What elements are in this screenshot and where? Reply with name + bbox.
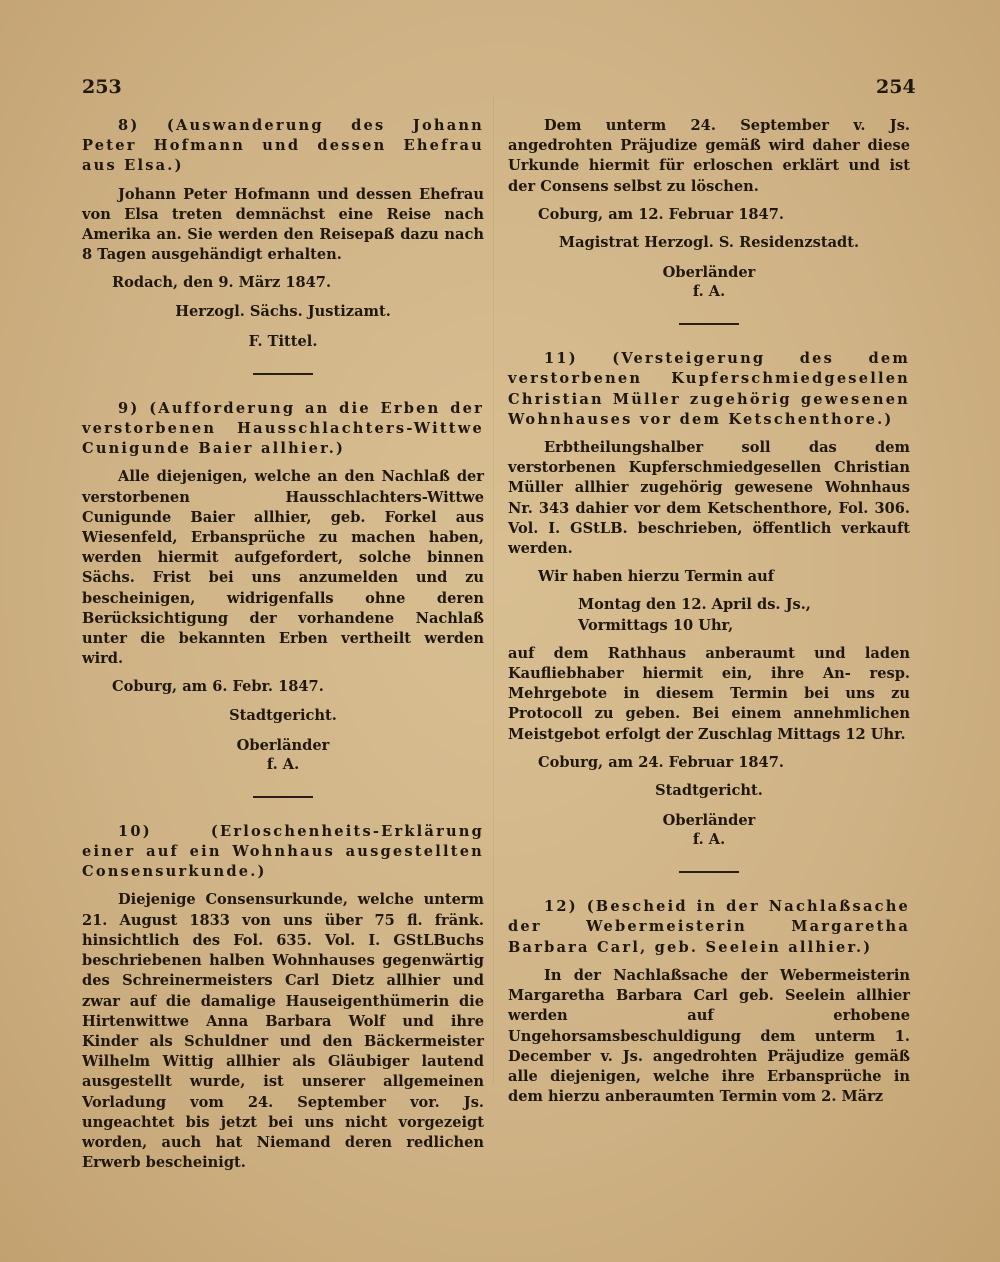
section-11-heading: 11) (Versteigerung des dem verstorbenen Kupferschmiedgesellen Christian Müller zugehörig gewesenen Wohnhauses vor dem Ketschenthore.) — [508, 350, 910, 428]
section-11-body-continued: auf dem Rathhaus anberaumt und laden Kaufliebhaber hiermit ein, ihre An- resp. Mehrgebote in diesem Termin bei uns zu Protocoll zu geben. Bei einem annehmlichen Meistgebot erfolgt der Zuschlag Mittags 12 Uhr. — [508, 644, 910, 743]
page-number-left: 253 — [82, 76, 122, 98]
right-column — [508, 116, 910, 1115]
column-gutter — [493, 95, 494, 1085]
section-11-place-date: Coburg, am 24. Februar 1847. — [538, 753, 784, 771]
section-9-signature-suffix: f. A. — [266, 755, 300, 773]
section-10-place-date: Coburg, am 12. Februar 1847. — [538, 205, 784, 223]
section-9-heading: 9) (Aufforderung an die Erben der verstorbenen Hausschlachters-Wittwe Cunigunde Baier allhier.) — [82, 399, 484, 458]
section-8-signature: F. Tittel. — [248, 332, 318, 350]
section-11-body: Erbtheilungshalber soll das dem verstorbenen Kupferschmiedgesellen Christian Müller allhier zugehörig gewesene Wohnhaus Nr. 343 dahier vor dem Ketschenthore, Fol. 306. Vol. I. GStLB. beschrieben, öffentlich verkauft werden. — [508, 439, 910, 558]
section-10-heading: 10) (Erloschenheits-Erklärung einer auf ein Wohnhaus ausgestellten Consensurkunde.) — [82, 822, 484, 881]
section-11-termin-intro: Wir haben hierzu Termin auf — [538, 568, 774, 586]
section-9-body: Alle diejenigen, welche an den Nachlaß der verstorbenen Hausschlachters-Wittwe Cunigunde Baier allhier, geb. Forkel aus Wiesenfeld, Erbansprüche zu machen haben, werden hiermit aufgefordert, solche binnen Sächs. Frist bei uns anzumelden und zu bescheinigen, widrigenfalls ohne deren Berücksichtigung der vorhandene Nachlaß unter die bekannten Erben vertheilt werden wird. — [82, 468, 484, 668]
section-10-signature-name: Oberländer — [662, 264, 756, 282]
section-10-signature-suffix: f. A. — [692, 283, 726, 301]
section-divider — [253, 796, 313, 798]
section-9-signature-name: Oberländer — [236, 736, 330, 754]
section-12-heading: 12) (Bescheid in der Nachlaßsache der Webermeisterin Margaretha Barbara Carl, geb. Seelein allhier.) — [508, 898, 910, 956]
section-10-authority: Magistrat Herzogl. S. Residenzstadt. — [558, 234, 860, 252]
section-8-heading: 8) (Auswanderung des Johann Peter Hofmann und dessen Ehefrau aus Elsa.) — [82, 117, 484, 175]
section-divider — [253, 373, 313, 375]
section-9-authority: Stadtgericht. — [229, 706, 337, 724]
section-8-place-date: Rodach, den 9. März 1847. — [112, 274, 332, 292]
section-11-termin-time: Vormittags 10 Uhr, — [578, 616, 734, 634]
section-9-place-date: Coburg, am 6. Febr. 1847. — [112, 678, 324, 696]
section-11-termin-date: Montag den 12. April ds. Js., — [578, 596, 811, 614]
section-10-body: Diejenige Consensurkunde, welche unterm 21. August 1833 von uns über 75 fl. fränk. hinsichtlich des Fol. 635. Vol. I. GStLBuchs beschriebenen halben Wohnhauses gegenwärtig des Schreinermeisters Carl Dietz allhier und zwar auf die damalige Hauseigenthümerin die Hirtenwittwe Anna Barbara Wolf und ihre Kinder als Schuldner und den Bäckermeister Wilhelm Wittig allhier als Gläubiger lautend ausgestellt wurde, ist unserer allgemeinen Vorladung vom 24. September vor. Js. ungeachtet bis jetzt bei uns nicht vorgezeigt worden, auch hat Niemand deren redlichen Erwerb bescheinigt. — [82, 891, 484, 1172]
section-11-signature-suffix: f. A. — [692, 831, 726, 849]
section-10-continuation-body: Dem unterm 24. September v. Js. angedrohten Präjudize gemäß wird daher diese Urkunde hiermit für erloschen erklärt und ist der Consens selbst zu löschen. — [508, 117, 910, 195]
section-divider — [679, 323, 739, 325]
section-11-authority: Stadtgericht. — [655, 782, 763, 800]
section-11-termin-block — [508, 595, 910, 635]
section-8-body: Johann Peter Hofmann und dessen Ehefrau von Elsa treten demnächst eine Reise nach Amerika an. Sie werden den Reisepaß dazu nach 8 Tagen ausgehändigt erhalten. — [82, 185, 484, 264]
section-divider — [679, 871, 739, 873]
section-11-signature-name: Oberländer — [662, 812, 756, 830]
left-column — [82, 116, 484, 1181]
section-12-body: In der Nachlaßsache der Webermeisterin Margaretha Barbara Carl geb. Seelein allhier werden auf erhobene Ungehorsamsbeschuldigung dem unterm 1. December v. Js. angedrohten Präjudize gemäß alle diejenigen, welche ihre Erbansprüche in dem hierzu anberaumten Termin vom 2. März — [508, 966, 910, 1106]
section-8-authority: Herzogl. Sächs. Justizamt. — [175, 302, 391, 320]
page-number-right: 254 — [876, 76, 916, 98]
